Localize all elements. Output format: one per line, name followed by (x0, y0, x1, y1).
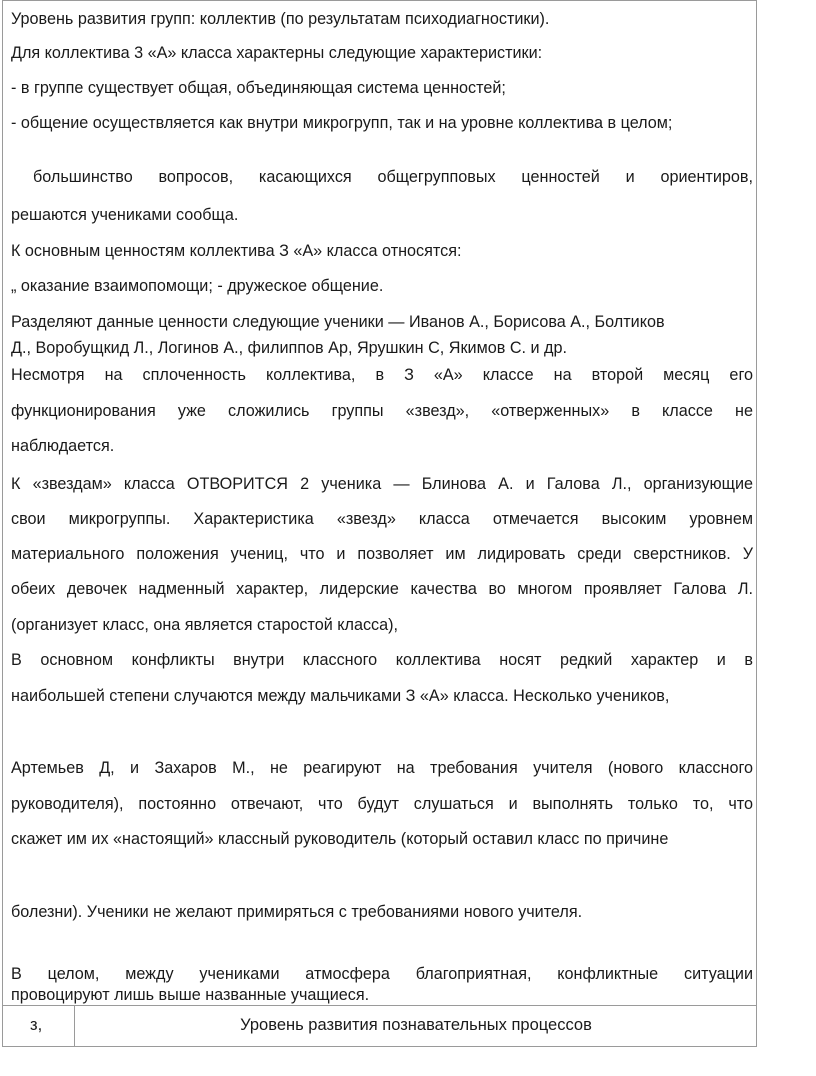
table-row-title: Уровень развития познавательных процессов (240, 1016, 592, 1034)
text-line: В основном конфликты внутри классного коллектива носят редкий характер и в (11, 651, 753, 669)
text-line: - в группе существует общая, объединяющая система ценностей; (11, 79, 506, 97)
text-line: наибольшей степени случаются между мальчиками З «А» класса. Несколько учеников, (11, 687, 670, 705)
text-line: решаются учениками сообща. (11, 206, 239, 224)
text-line: - общение осуществляется как внутри микрогрупп, так и на уровне коллектива в целом; (11, 114, 673, 132)
text-line: „ оказание взаимопомощи; - дружеское общение. (11, 277, 384, 295)
text-line: скажет им их «настоящий» классный руководитель (который оставил класс по причине (11, 830, 669, 848)
table-border-top (2, 0, 757, 1)
text-line: Артемьев Д, и Захаров М., не реагируют на требования учителя (нового классного (11, 759, 753, 777)
text-line: руководителя), постоянно отвечают, что будут слушаться и выполнять только то, что (11, 795, 753, 813)
text-line: наблюдается. (11, 437, 115, 455)
text-line: Уровень развития групп: коллектив (по результатам психодиагностики). (11, 10, 550, 28)
text-line: К основным ценностям коллектива З «А» класса относятся: (11, 242, 462, 260)
text-line: К «звездам» класса ОТВОРИТСЯ 2 ученика — Блинова А. и Галова Л., организующие (11, 475, 753, 493)
text-line: Д., Воробущкид Л., Логинов А., филиппов Ар, Ярушкин С, Якимов С. и др. (11, 339, 567, 357)
text-line: Несмотря на сплоченность коллектива, в З «А» классе на второй месяц его (11, 366, 753, 384)
text-line: Для коллектива 3 «А» класса характерны следующие характеристики: (11, 44, 543, 62)
text-line: свои микрогруппы. Характеристика «звезд» класса отмечается высоким уровнем (11, 510, 753, 528)
text-line: Разделяют данные ценности следующие ученики — Иванов А., Борисова А., Болтиков (11, 313, 665, 331)
text-line: функционирования уже сложились группы «звезд», «отверженных» в классе не (11, 402, 753, 420)
text-line: обеих девочек надменный характер, лидерские качества во многом проявляет Галова Л. (11, 580, 753, 598)
table-border-left (2, 0, 3, 1047)
table-border-right (756, 0, 757, 1047)
table-border-bottom (2, 1046, 757, 1047)
row-divider (2, 1005, 757, 1006)
text-line: большинство вопросов, касающихся общегрупповых ценностей и ориентиров, (33, 168, 753, 186)
table-row-number: з, (30, 1016, 43, 1034)
text-line: провоцируют лишь выше названные учащиеся. (11, 986, 370, 1004)
text-line: В целом, между учениками атмосфера благоприятная, конфликтные ситуации (11, 965, 753, 983)
text-line: болезни). Ученики не желают примиряться с требованиями нового учителя. (11, 903, 583, 921)
text-line: (организует класс, она является старостой класса), (11, 616, 399, 634)
text-line: материального положения учениц, что и позволяет им лидировать среди сверстников. У (11, 545, 753, 563)
column-divider (74, 1005, 75, 1047)
